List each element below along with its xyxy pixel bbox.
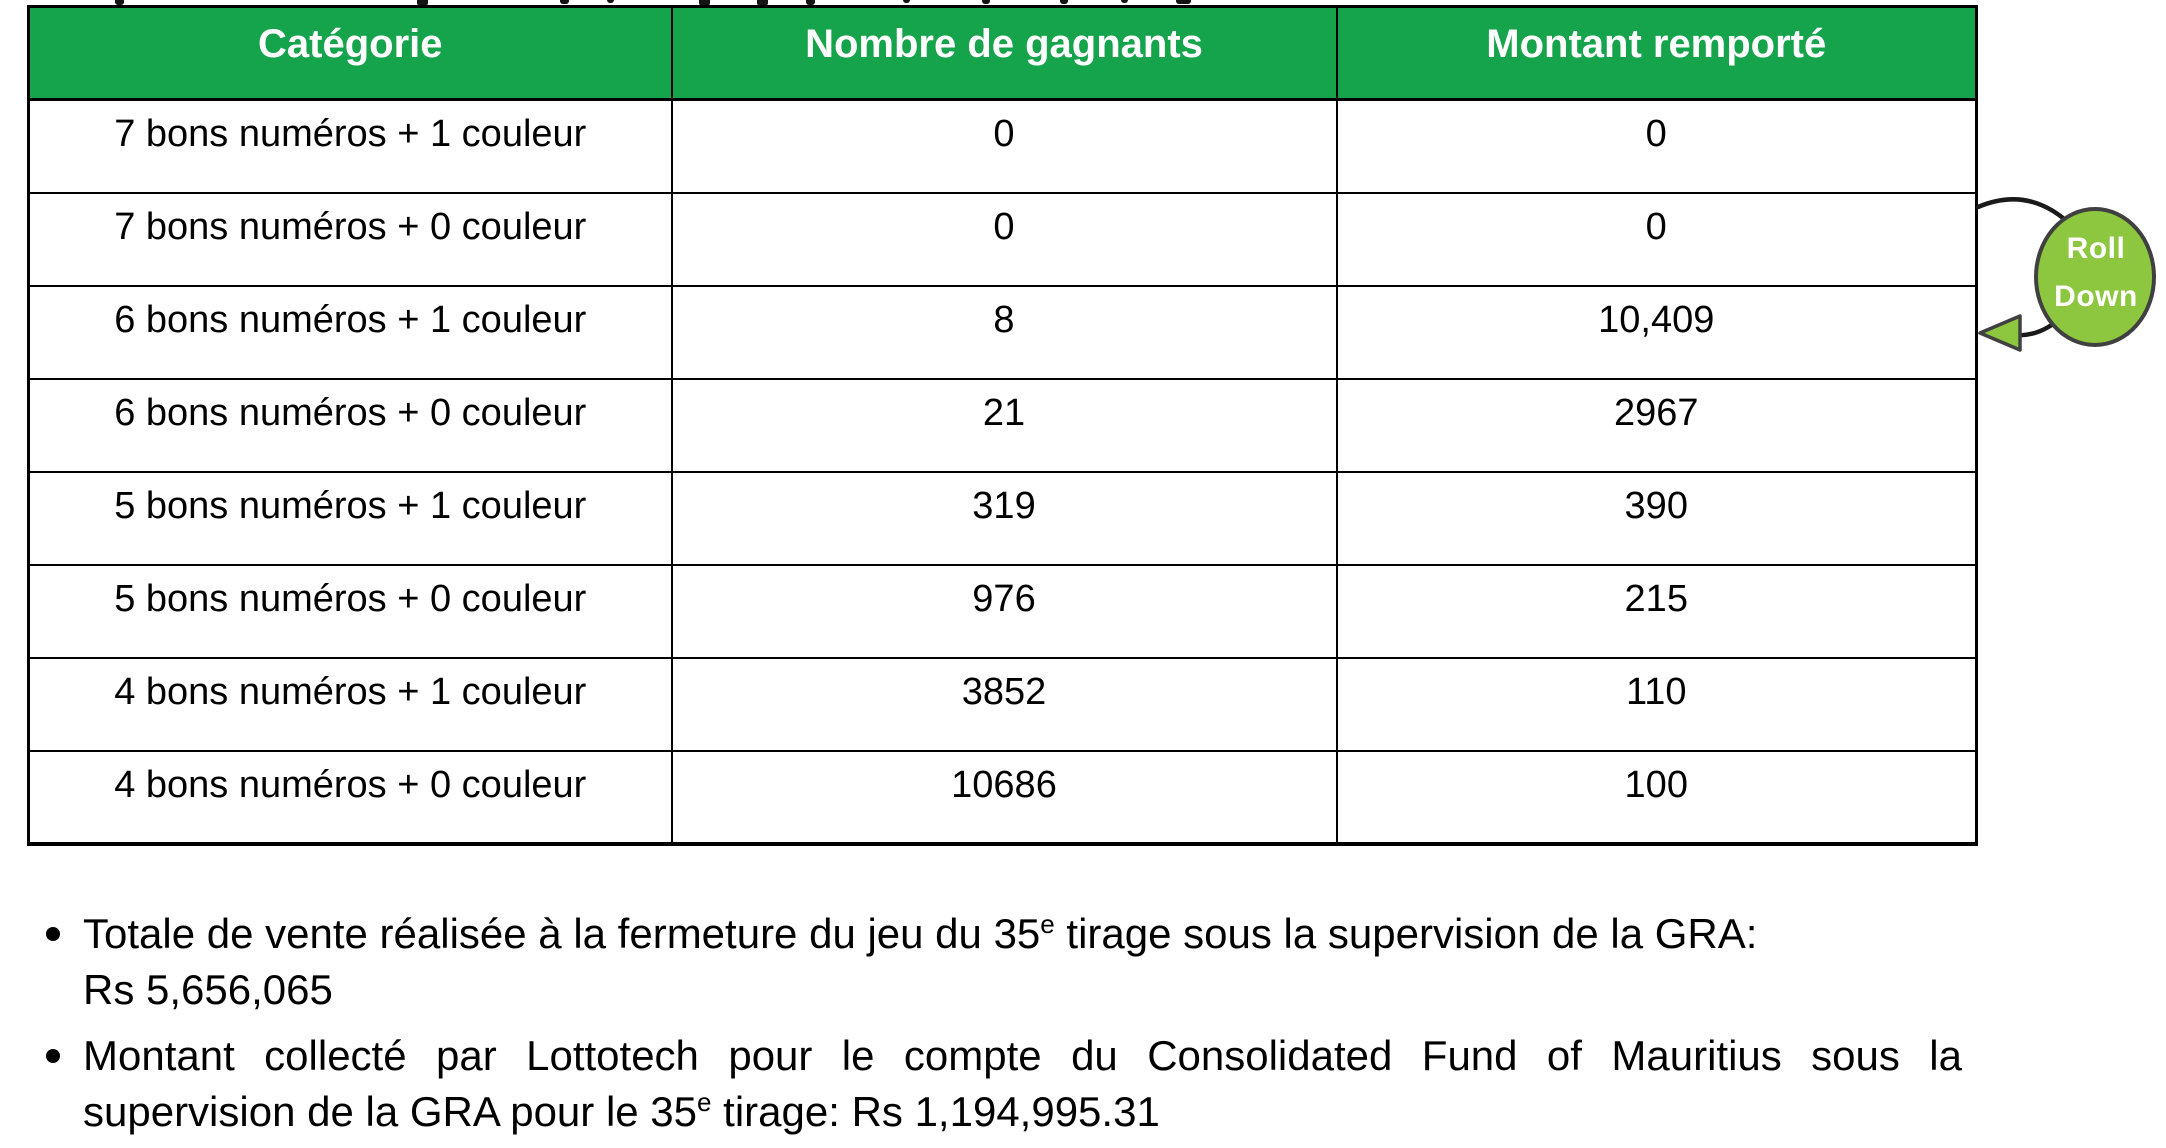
cell-categorie: 7 bons numéros + 0 couleur [29, 193, 672, 286]
cell-montant: 215 [1337, 565, 1977, 658]
table-row [29, 565, 1977, 658]
cell-gagnants: 8 [672, 286, 1337, 379]
table-row [29, 379, 1977, 472]
bullet-dot-icon [46, 1049, 60, 1063]
header-montant-remporte: Montant remporté [1337, 7, 1977, 100]
bullet-dot-icon [46, 927, 60, 941]
bullet-item-consolidated-fund [46, 1028, 1962, 1140]
roll-down-label-line2: Down [2054, 280, 2138, 313]
table-row [29, 193, 1977, 286]
roll-down-arrowhead-icon [1980, 316, 2020, 350]
table-row [29, 286, 1977, 379]
bullet-item-total-sales [46, 906, 1962, 1018]
cell-montant: 2967 [1337, 379, 1977, 472]
table-row [29, 751, 1977, 844]
cell-gagnants: 976 [672, 565, 1337, 658]
cell-categorie: 7 bons numéros + 1 couleur [29, 100, 672, 193]
cell-montant: 110 [1337, 658, 1977, 751]
bullet2-line1: Montant collecté par Lottotech pour le compte du Consolidated Fund of Mauritius sous la [83, 1032, 1962, 1079]
bullet1-line2: Rs 5,656,065 [83, 966, 333, 1013]
table-row [29, 100, 1977, 193]
cell-gagnants: 0 [672, 193, 1337, 286]
cell-gagnants: 3852 [672, 658, 1337, 751]
roll-down-label-line1: Roll [2066, 232, 2126, 265]
table-row [29, 658, 1977, 751]
cell-categorie: 4 bons numéros + 1 couleur [29, 658, 672, 751]
header-categorie: Catégorie [29, 7, 672, 100]
cell-montant: 390 [1337, 472, 1977, 565]
winners-table [27, 5, 1978, 846]
cell-gagnants: 319 [672, 472, 1337, 565]
cell-categorie: 4 bons numéros + 0 couleur [29, 751, 672, 844]
roll-down-annotation [1950, 160, 2166, 370]
cell-montant: 10,409 [1337, 286, 1977, 379]
cell-categorie: 6 bons numéros + 1 couleur [29, 286, 672, 379]
cell-gagnants: 21 [672, 379, 1337, 472]
summary-bullets [46, 906, 1962, 1140]
table-header-row [29, 7, 1977, 100]
cell-gagnants: 10686 [672, 751, 1337, 844]
bullet2-line2: supervision de la GRA pour le 35e tirage: Rs 1,194,995.31 [83, 1087, 1160, 1135]
cell-montant: 0 [1337, 100, 1977, 193]
roll-down-bubble [2036, 209, 2154, 345]
bullet1-line1: Totale de vente réalisée à la fermeture du jeu du 35e tirage sous la supervision de la GRA: [83, 909, 1758, 957]
table-row [29, 472, 1977, 565]
header-nombre-gagnants: Nombre de gagnants [672, 7, 1337, 100]
cell-montant: 100 [1337, 751, 1977, 844]
cell-categorie: 5 bons numéros + 1 couleur [29, 472, 672, 565]
cell-gagnants: 0 [672, 100, 1337, 193]
cell-categorie: 5 bons numéros + 0 couleur [29, 565, 672, 658]
cell-montant: 0 [1337, 193, 1977, 286]
cell-categorie: 6 bons numéros + 0 couleur [29, 379, 672, 472]
